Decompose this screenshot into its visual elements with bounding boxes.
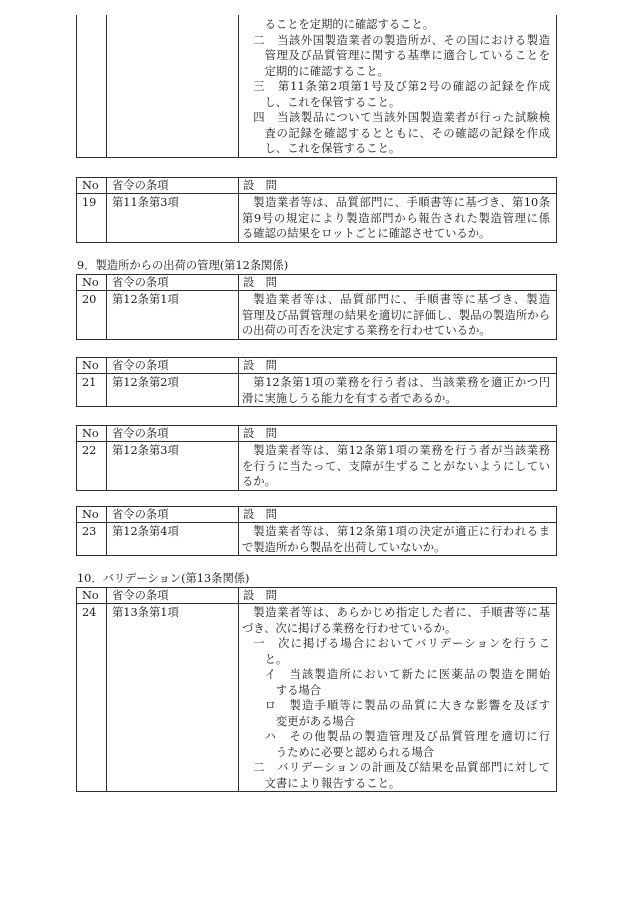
question-line: るか。: [242, 475, 276, 488]
question-line: し、これを保管すること。: [264, 95, 401, 109]
header-question: 設 問: [239, 178, 557, 194]
question-number: 20: [77, 291, 107, 340]
header-no: No: [77, 507, 107, 523]
question-line: 第9号の規定により製造部門から報告された製造管理に係: [242, 211, 550, 225]
question-row: [77, 194, 557, 243]
question-text: [239, 442, 557, 491]
header-no: No: [77, 588, 107, 604]
header-no: No: [77, 178, 107, 194]
question-text: [239, 291, 557, 340]
header-question: 設 問: [239, 588, 557, 604]
question-line: 二 バリデーションの計画及び結果を品質部門に対して: [253, 761, 550, 774]
question-line: 一 次に掲げる場合においてバリデーションを行うこ: [253, 637, 550, 650]
article-reference: [107, 15, 239, 157]
question-row: [77, 604, 557, 792]
question-line: 定期的に確認すること。: [264, 64, 389, 78]
question-line: 滑に実施しうる能力を有する者であるか。: [242, 391, 457, 405]
question-line: 製造業者等は、第12条第1項の決定が適正に行われるま: [253, 525, 550, 538]
question-line: 査の記録を確認するとともに、その確認の記録を作成: [264, 126, 550, 140]
question-table-24: [76, 587, 557, 792]
question-number: 23: [77, 523, 107, 556]
question-line: 第12条第1項の業務を行う者は、当該業務を適正かつ円: [253, 376, 550, 389]
question-line: 製造業者等は、あらかじめ指定した者に、手順書等に基: [253, 606, 550, 619]
question-row: [77, 442, 557, 491]
question-text: [239, 194, 557, 243]
header-no: No: [77, 358, 107, 374]
table-header-row: [77, 588, 557, 604]
table-header-row: [77, 426, 557, 442]
question-row: [77, 291, 557, 340]
question-line: と。: [264, 652, 288, 666]
question-text: [239, 523, 557, 556]
question-text: [239, 374, 557, 407]
question-number: 19: [77, 194, 107, 243]
question-line: 管理及び品質管理に関する基準に適合していることを: [264, 49, 550, 62]
header-question: 設 問: [239, 507, 557, 523]
question-number: [77, 15, 107, 157]
table-header-row: [77, 178, 557, 194]
table-header-row: [77, 507, 557, 523]
header-article: 省令の条項: [107, 588, 239, 604]
question-line: る確認の結果をロットごとに確認させているか。: [242, 227, 491, 240]
question-table-19: [76, 177, 557, 243]
header-question: 設 問: [239, 275, 557, 291]
question-line: を行うに当たって、支障が生ずることがないようにしてい: [242, 459, 550, 473]
header-article: 省令の条項: [107, 358, 239, 374]
question-line: 製造業者等は、品質部門に、手順書等に基づき、製造: [253, 293, 550, 306]
question-row: [77, 523, 557, 556]
header-article: 省令の条項: [107, 507, 239, 523]
question-row: [77, 374, 557, 407]
article-reference: 第12条第4項: [107, 523, 239, 556]
question-number: 22: [77, 442, 107, 491]
question-line: する場合: [275, 683, 322, 697]
table-header-row: [77, 275, 557, 291]
header-no: No: [77, 426, 107, 442]
article-reference: 第13条第1項: [107, 604, 239, 792]
question-line: 二 当該外国製造業者の製造所が、その国における製造: [253, 33, 550, 47]
question-line: 製造業者等は、第12条第1項の業務を行う者が当該業務: [253, 444, 550, 457]
article-reference: 第12条第1項: [107, 291, 239, 340]
question-text: [239, 15, 557, 157]
article-reference: 第11条第3項: [107, 194, 239, 243]
question-line: 四 当該製品について当該外国製造業者が行った試験検: [253, 111, 550, 124]
question-line: 変更がある場合: [275, 714, 355, 728]
question-line: ハ その他製品の製造管理及び品質管理を適切に行: [264, 730, 550, 743]
header-article: 省令の条項: [107, 275, 239, 291]
article-reference: 第12条第2項: [107, 374, 239, 407]
question-line: づき、次に掲げる業務を行わせているか。: [242, 621, 457, 635]
question-line: 管理及び品質管理の結果を適切に評価し、製品の製造所から: [242, 308, 550, 322]
table-header-row: [77, 358, 557, 374]
header-article: 省令の条項: [107, 426, 239, 442]
section-heading-10: 10．バリデーション(第13条関係): [77, 572, 250, 585]
question-table-21: [76, 357, 557, 407]
question-row: [77, 15, 557, 157]
question-line: ることを定期的に確認すること。: [264, 18, 435, 31]
question-line: 文書により報告すること。: [264, 776, 401, 790]
question-line: 三 第11条第2項第1号及び第2号の確認の記録を作成: [253, 80, 550, 93]
question-number: 21: [77, 374, 107, 407]
question-table-22: [76, 425, 557, 491]
header-question: 設 問: [239, 426, 557, 442]
header-no: No: [77, 275, 107, 291]
question-number: 24: [77, 604, 107, 792]
question-line: し、これを保管すること。: [264, 142, 401, 155]
question-line: うために必要と認められる場合: [275, 745, 435, 759]
question-line: で製造所から製品を出荷していないか。: [242, 540, 446, 554]
question-text: [239, 604, 557, 792]
question-table-continued: [76, 15, 557, 158]
question-line: 製造業者等は、品質部門に、手順書等に基づき、第10条: [253, 196, 550, 209]
question-line: ロ 製造手順等に製品の品質に大きな影響を及ぼす: [264, 699, 550, 712]
article-reference: 第12条第3項: [107, 442, 239, 491]
header-article: 省令の条項: [107, 178, 239, 194]
question-line: イ 当該製造所において新たに医薬品の製造を開始: [264, 668, 550, 681]
question-table-23: [76, 506, 557, 556]
header-question: 設 問: [239, 358, 557, 374]
section-heading-9: 9．製造所からの出荷の管理(第12条関係): [77, 259, 289, 272]
question-table-20: [76, 274, 557, 340]
question-line: の出荷の可否を決定する業務を行わせているか。: [242, 324, 491, 337]
